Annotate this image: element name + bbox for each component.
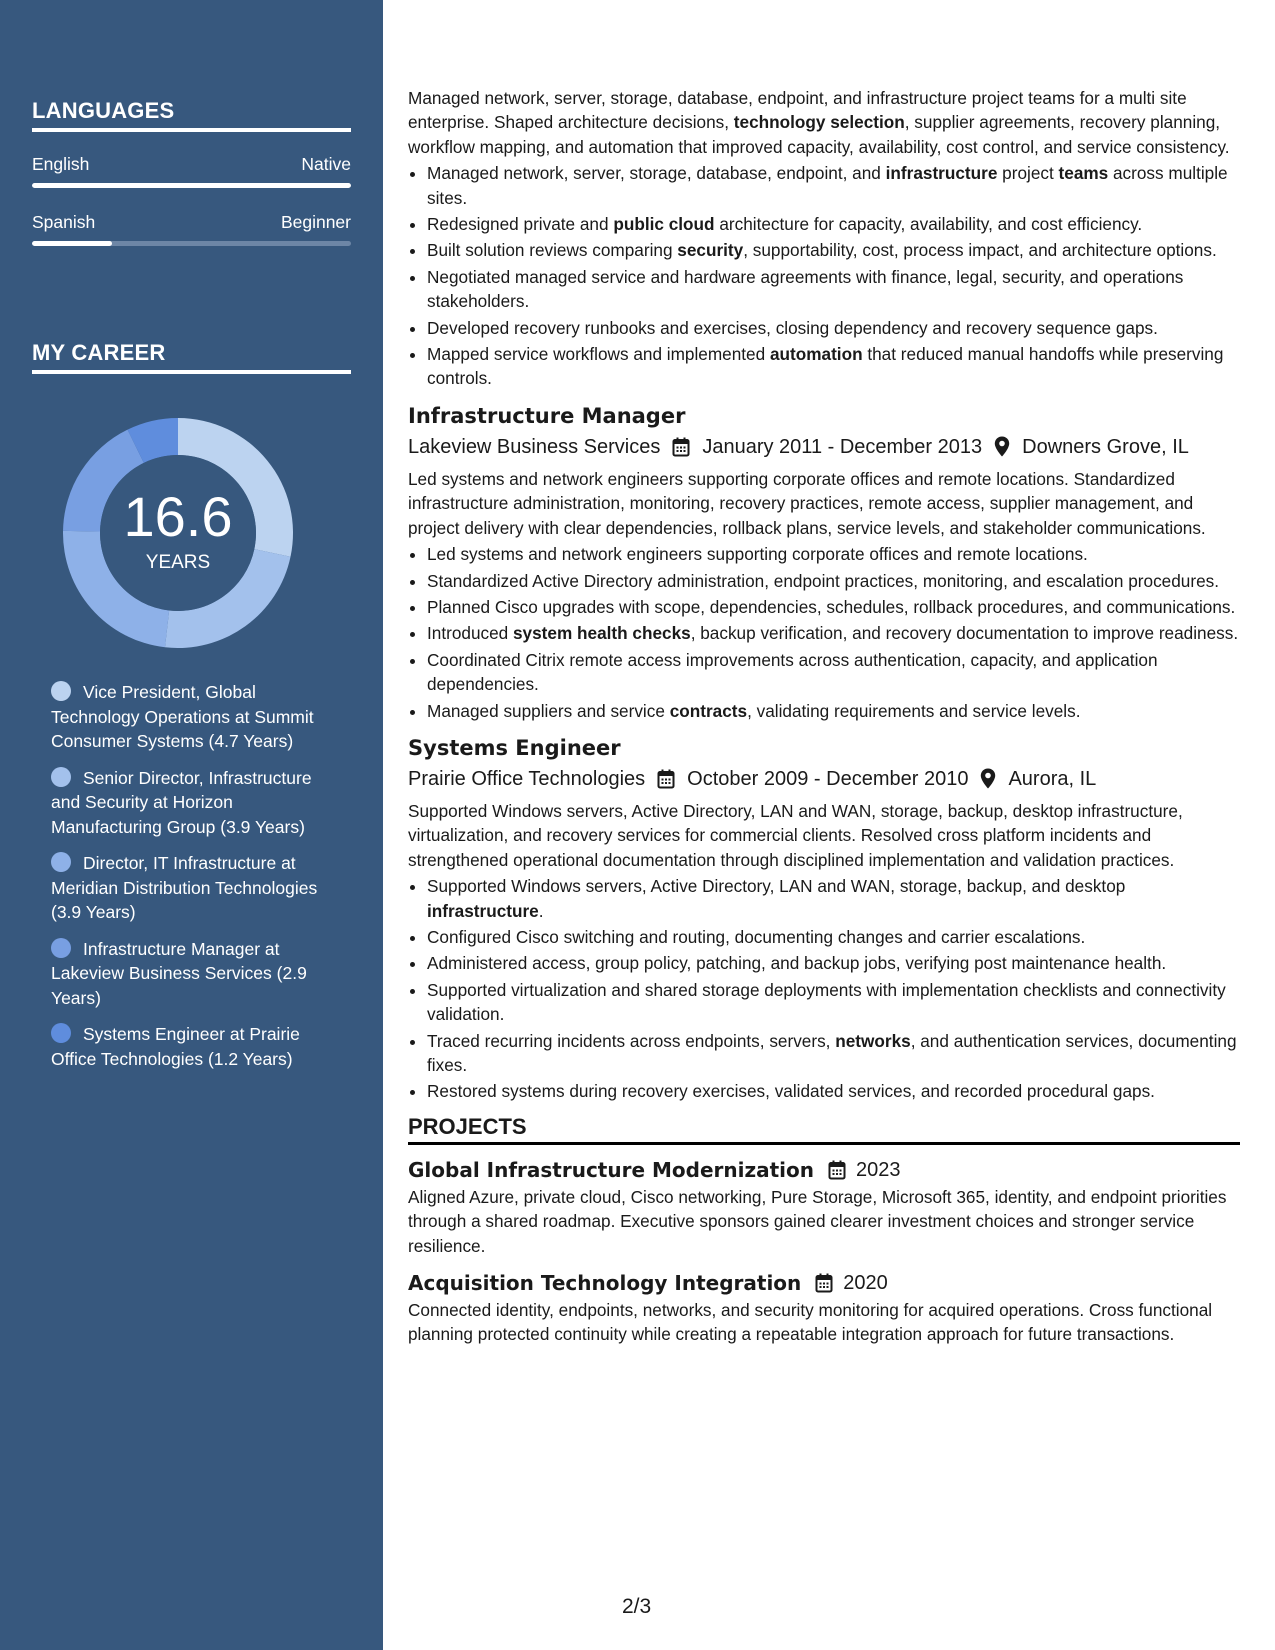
career-item (51, 1022, 341, 1071)
job-entry (408, 401, 1240, 723)
job-bullets (408, 874, 1240, 1104)
career-dot-icon (51, 938, 71, 958)
intro-bullets (408, 161, 1240, 391)
career-item-text: Director, IT Infrastructure at Meridian Distribution Technologies (3.9 Years) (51, 853, 318, 922)
text-run: , supportability, cost, process impact, and architecture options. (743, 240, 1217, 261)
career-years-donut (63, 418, 293, 648)
bold-keyword: contracts (669, 700, 748, 721)
career-dot-icon (51, 852, 71, 872)
text-run: , and authentication services, documenting fixes. (427, 1030, 1237, 1075)
text-run: , backup verification, and recovery documentation to improve readiness. (690, 623, 1239, 644)
language-name: English (32, 154, 90, 174)
text-run: Configured Cisco switching and routing, documenting changes and carrier escalations. (427, 926, 1086, 947)
job-bullets (408, 542, 1240, 723)
text-run: Supported Windows servers, Active Directory, LAN and WAN, storage, backup, and desktop (427, 876, 1126, 897)
bullet-item (427, 316, 1240, 340)
bullet-item (427, 1029, 1240, 1078)
calendar-icon (657, 769, 675, 789)
job-dates: January 2011 - December 2013 (702, 435, 983, 458)
project-year: 2023 (856, 1158, 901, 1181)
text-run: , supplier agreements, recovery planning, workflow mapping, and automation that improved capacity, availability, cost control, and service consistency. (408, 112, 1230, 157)
text-run: Led systems and network engineers supporting corporate offices and remote locations. Standardized infrastructure administration, monitoring, recovery practices, remote access, supplier management, and project delivery with clear dependencies, rollback plans, service levels, and stakeholder communications. (408, 468, 1206, 538)
career-item-text: Systems Engineer at Prairie Office Technologies (1.2 Years) (51, 1024, 300, 1069)
text-run: Introduced (427, 623, 513, 644)
project-description: Connected identity, endpoints, networks, and security monitoring for acquired operations. Cross functional planning protected continuity while creating a repeatable integration approach for future transactions. (408, 1300, 1213, 1345)
text-run: Traced recurring incidents across endpoints, servers, (427, 1030, 836, 1051)
bullet-item (427, 621, 1240, 645)
text-run: Mapped service workflows and implemented (427, 344, 770, 365)
bullet-item (427, 569, 1240, 593)
project-entry (408, 1268, 1240, 1347)
donut-center (63, 418, 293, 648)
bullet-item (427, 925, 1240, 949)
bullet-item (427, 161, 1240, 210)
text-run: Developed recovery runbooks and exercises, closing dependency and recovery sequence gaps. (427, 317, 1158, 338)
bullet-item (427, 874, 1240, 923)
text-run: Managed suppliers and service (427, 700, 670, 721)
career-item (51, 680, 341, 754)
job-entry (408, 733, 1240, 1104)
intro-summary (408, 86, 1240, 159)
career-item-text: Senior Director, Infrastructure and Security at Horizon Manufacturing Group (3.9 Years) (51, 767, 312, 837)
text-run: Redesigned private and (427, 214, 614, 235)
text-run: Planned Cisco upgrades with scope, dependencies, schedules, rollback procedures, and communications. (427, 596, 1236, 617)
job-location: Downers Grove, IL (1022, 435, 1189, 458)
main-content (408, 86, 1240, 1347)
job-dates: October 2009 - December 2010 (687, 767, 969, 790)
career-dot-icon (51, 681, 71, 701)
language-level: Beginner (280, 212, 351, 232)
language-level-fill (32, 241, 112, 246)
intro-block (408, 86, 1240, 391)
text-run: Administered access, group policy, patching, and backup jobs, verifying post maintenance health. (427, 953, 1167, 974)
page-number: 2/3 (622, 1595, 652, 1618)
bold-keyword: automation (769, 344, 863, 365)
career-item-text: Infrastructure Manager at Lakeview Business Services (2.9 Years) (51, 938, 307, 1008)
bold-keyword: security (677, 240, 744, 261)
career-item-text: Vice President, Global Technology Operations at Summit Consumer Systems (4.7 Years) (51, 682, 314, 751)
bold-keyword: public cloud (613, 214, 715, 235)
project-title-row (408, 1268, 1240, 1298)
text-run: Supported Windows servers, Active Directory, LAN and WAN, storage, backup, desktop infrastructure, virtualization, and recovery services for commercial clients. Resolved cross platform incidents and strengthened operational documentation through disciplined implementation and validation practices. (408, 800, 1183, 870)
project-title: Acquisition Technology Integration (408, 1271, 802, 1296)
career-dot-icon (51, 767, 71, 787)
bullet-item (427, 265, 1240, 314)
bullet-item (427, 342, 1240, 391)
bullet-item (427, 238, 1240, 262)
bullet-item (427, 542, 1240, 566)
career-item (51, 766, 341, 840)
bold-keyword: infrastructure (427, 900, 539, 921)
calendar-icon (672, 437, 690, 457)
project-title: Global Infrastructure Modernization (408, 1157, 815, 1182)
text-run: , validating requirements and service levels. (747, 700, 1081, 721)
bullet-item (427, 212, 1240, 236)
location-pin-icon (980, 768, 996, 789)
career-list (51, 680, 341, 1083)
job-company: Lakeview Business Services (408, 435, 661, 458)
bold-keyword: infrastructure (885, 163, 998, 184)
career-item (51, 851, 341, 925)
calendar-icon (828, 1160, 846, 1180)
text-run: Managed network, server, storage, database, endpoint, and infrastructure project teams for a multi site enterprise. Shaped architecture decisions, (408, 88, 1187, 133)
bold-keyword: system health checks (513, 623, 691, 644)
text-run: Led systems and network engineers supporting corporate offices and remote locations. (427, 544, 1088, 565)
total-years-value: 16.6 (123, 485, 233, 548)
text-run: Standardized Active Directory administration, endpoint practices, monitoring, and escalation procedures. (427, 570, 1220, 591)
language-name: Spanish (32, 212, 96, 232)
sidebar (0, 0, 383, 1650)
job-summary (408, 799, 1240, 872)
career-section (32, 340, 351, 374)
projects-heading: PROJECTS (408, 1114, 1240, 1145)
bullet-item (427, 978, 1240, 1027)
text-run: Coordinated Citrix remote access improvements across authentication, capacity, and application dependencies. (427, 649, 1158, 695)
career-item (51, 937, 341, 1011)
bullet-item (427, 648, 1240, 697)
text-run: project (997, 163, 1059, 184)
calendar-icon (815, 1273, 833, 1293)
location-pin-icon (994, 436, 1010, 457)
text-run: Managed network, server, storage, database, endpoint, and (427, 163, 886, 184)
job-title: Systems Engineer (408, 735, 621, 760)
language-item (32, 212, 351, 246)
language-level-bar (32, 241, 351, 246)
career-dot-icon (51, 1023, 71, 1043)
bullet-item (427, 951, 1240, 975)
project-entry (408, 1155, 1240, 1258)
languages-section (32, 98, 351, 246)
bullet-item (427, 699, 1240, 723)
text-run: that reduced manual handoffs while preserving controls. (427, 344, 1224, 389)
language-level-bar (32, 183, 351, 188)
job-title: Infrastructure Manager (408, 403, 686, 428)
job-meta (408, 765, 1240, 793)
project-description: Aligned Azure, private cloud, Cisco networking, Pure Storage, Microsoft 365, identity, and endpoint priorities through a shared roadmap. Executive sponsors gained clearer investment choices and stronger service resilience. (408, 1186, 1227, 1256)
text-run: . (538, 900, 544, 921)
total-years-label: YEARS (145, 552, 211, 573)
bold-keyword: teams (1058, 163, 1109, 184)
project-year: 2020 (843, 1272, 888, 1295)
language-level: Native (301, 154, 351, 174)
job-summary (408, 467, 1240, 540)
text-run: Negotiated managed service and hardware agreements with finance, legal, security, and operations stakeholders. (427, 266, 1184, 312)
job-location: Aurora, IL (1008, 767, 1097, 790)
job-company: Prairie Office Technologies (408, 767, 646, 790)
language-item (32, 154, 351, 188)
text-run: across multiple sites. (427, 163, 1228, 208)
bold-keyword: networks (835, 1030, 911, 1051)
languages-heading: LANGUAGES (32, 98, 351, 132)
bullet-item (427, 595, 1240, 619)
career-heading: MY CAREER (32, 340, 351, 374)
text-run: Restored systems during recovery exercises, validated services, and recorded procedural gaps. (427, 1081, 1155, 1102)
text-run: architecture for capacity, availability, and cost efficiency. (714, 214, 1143, 235)
text-run: Supported virtualization and shared storage deployments with implementation checklists and connectivity validation. (427, 979, 1226, 1025)
language-level-fill (32, 183, 351, 188)
project-title-row (408, 1155, 1240, 1185)
bullet-item (427, 1079, 1240, 1103)
bold-keyword: technology selection (733, 112, 905, 133)
job-meta (408, 433, 1240, 461)
text-run: Built solution reviews comparing (427, 240, 678, 261)
